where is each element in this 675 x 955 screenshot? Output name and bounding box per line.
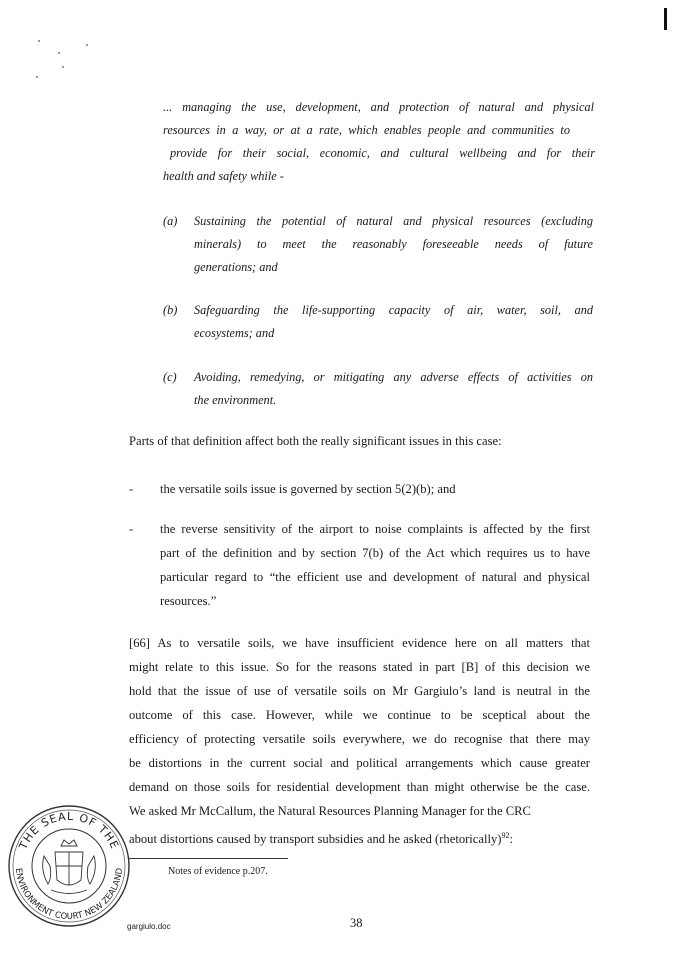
para-66-line: hold that the issue of use of versatile soils on Mr Gargiulo’s land is neutral in the	[129, 684, 590, 698]
footer-filename: gargiulo.doc	[127, 922, 171, 931]
quote-intro-line: health and safety while -	[163, 169, 284, 183]
para-66-line: outcome of this case. However, while we continue to be sceptical about the	[129, 708, 590, 722]
bullet-line: the reverse sensitivity of the airport to noise complaints is affected by the first	[160, 522, 590, 536]
quote-item-marker: (c)	[163, 370, 177, 384]
quote-item-marker: (b)	[163, 303, 178, 317]
crest-icon	[43, 840, 96, 894]
quote-item-line: Safeguarding the life-supporting capacity of air, water, soil, and	[194, 303, 593, 317]
para-66-line: be distortions in the current social and political arrangements which cause greater	[129, 756, 590, 770]
bullet-marker: -	[129, 482, 134, 496]
seal-text-bottom: ENVIRONMENT COURT NEW ZEALAND	[12, 867, 126, 923]
scan-mark	[664, 8, 667, 30]
quote-item-line: Avoiding, remedying, or mitigating any adverse effects of activities on	[194, 370, 593, 384]
seal-text-top: THE SEAL OF THE	[16, 809, 122, 852]
para-66-line-text: about distortions caused by transport subsidies and he asked (rhetorically)	[129, 832, 502, 847]
quote-item-line: minerals) to meet the reasonably foreseeable needs of future	[194, 237, 593, 251]
para-66-line-end: :	[509, 832, 513, 847]
bullet-marker: -	[129, 522, 134, 536]
para-66-line: demand on those soils for residential development than might otherwise be the case.	[129, 780, 590, 794]
footnote-divider	[128, 858, 288, 859]
para-66-line: efficiency of protecting versatile soils everywhere, we do recognise that there may	[129, 732, 590, 746]
bullet-line: the versatile soils issue is governed by section 5(2)(b); and	[160, 482, 456, 496]
para-66-line: We asked Mr McCallum, the Natural Resources Planning Manager for the CRC	[129, 804, 531, 818]
quote-item-marker: (a)	[163, 214, 178, 228]
footnote-text: Notes of evidence p.207.	[168, 866, 268, 877]
body-paragraph: Parts of that definition affect both the really significant issues in this case:	[129, 434, 502, 448]
bullet-line: particular regard to “the efficient use and development of natural and physical	[160, 570, 590, 584]
para-66-last-line	[129, 824, 513, 852]
scan-speck	[38, 40, 40, 42]
bullet-line: part of the definition and by section 7(b) of the Act which requires us to have	[160, 546, 590, 560]
para-66-line: [66] As to versatile soils, we have insufficient evidence here on all matters that	[129, 636, 590, 650]
scan-speck	[36, 76, 38, 78]
footnote-reference[interactable]: 92	[501, 831, 510, 840]
scan-speck	[58, 52, 60, 54]
court-seal-stamp	[6, 800, 132, 930]
quote-item-line: Sustaining the potential of natural and physical resources (excluding	[194, 214, 593, 228]
quote-item-line: the environment.	[194, 393, 277, 407]
quote-item-line: ecosystems; and	[194, 326, 275, 340]
quote-item-line: generations; and	[194, 260, 278, 274]
scan-speck	[86, 44, 88, 46]
page-number: 38	[350, 916, 363, 930]
quote-intro-line: ... managing the use, development, and protection of natural and physical	[163, 100, 594, 114]
quote-intro-line: resources in a way, or at a rate, which enables people and communities to	[163, 123, 570, 137]
para-66-line: might relate to this issue. So for the reasons stated in part [B] of this decision we	[129, 660, 590, 674]
quote-intro-line: provide for their social, economic, and cultural wellbeing and for their	[170, 146, 595, 160]
bullet-line: resources.”	[160, 594, 217, 608]
scan-speck	[62, 66, 64, 68]
